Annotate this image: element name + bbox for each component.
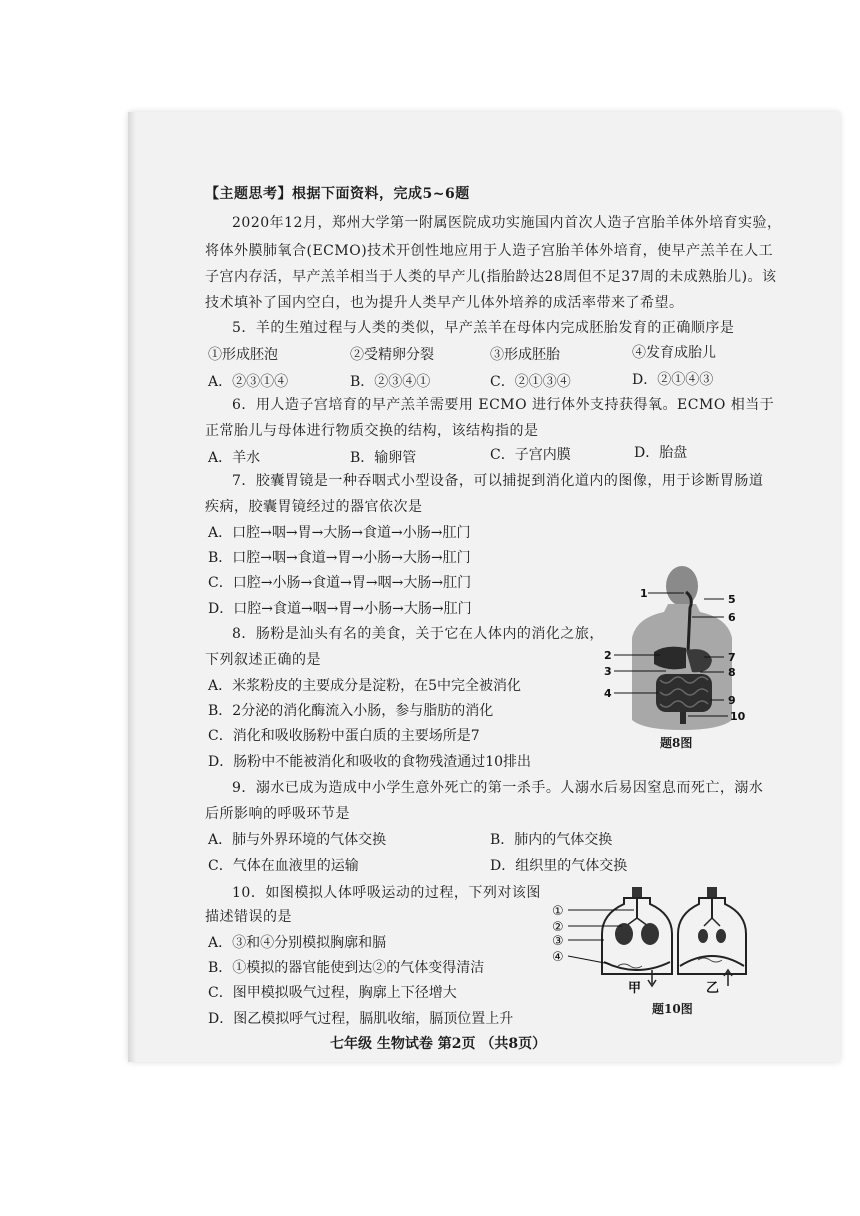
breathing-model-figure — [548, 884, 748, 994]
question-6-stem: 6．用人造子宫培育的早产羔羊需要用 ECMO 进行体外支持获得氧。ECMO 相当于 — [232, 397, 775, 413]
q8-option-c[interactable]: C．消化和吸收肠粉中蛋白质的主要场所是7 — [208, 728, 480, 744]
intro-line: 技术填补了国内空白，也为提升人类早产儿体外培养的成活率带来了希望。 — [205, 295, 684, 311]
figure-label-4: 4 — [604, 687, 612, 700]
q9-option-a[interactable]: A．肺与外界环境的气体交换 — [208, 832, 387, 848]
q5-item: ④发育成胎儿 — [632, 345, 716, 361]
q7-option-c[interactable]: C．口腔→小肠→食道→胃→咽→大肠→肛门 — [208, 575, 472, 591]
q10-option-a[interactable]: A．③和④分别模拟胸廓和膈 — [208, 935, 387, 951]
q5-item: ③形成胚胎 — [490, 347, 560, 363]
page-footer: 七年级 生物试卷 第2页 （共8页） — [330, 1036, 547, 1052]
q6-option-d[interactable]: D．胎盘 — [634, 445, 688, 461]
question-5-stem: 5．羊的生殖过程与人类的类似，早产羔羊在母体内完成胚胎发育的正确顺序是 — [232, 320, 735, 336]
q5-option-a[interactable]: A．②③①④ — [208, 374, 289, 390]
q9-option-d[interactable]: D．组织里的气体交换 — [490, 858, 628, 874]
figure-label-2: 2 — [604, 649, 612, 662]
q5-option-b[interactable]: B．②③④① — [350, 374, 431, 390]
figure-label-6: 6 — [728, 611, 736, 624]
figure-8-caption: 题8图 — [660, 736, 693, 750]
q9-option-b[interactable]: B．肺内的气体交换 — [490, 832, 613, 848]
q8-option-b[interactable]: B．2分泌的消化酶流入小肠，参与脂肪的消化 — [208, 703, 494, 719]
q6-option-b[interactable]: B．输卵管 — [350, 450, 417, 466]
q6-option-c[interactable]: C．子宫内膜 — [490, 447, 571, 463]
question-8-stem: 下列叙述正确的是 — [205, 652, 321, 668]
q5-option-d[interactable]: D．②①④③ — [632, 372, 714, 388]
figure-label-9: 9 — [728, 694, 736, 707]
q5-option-c[interactable]: C．②①③④ — [490, 374, 571, 390]
question-10-stem: 10．如图模拟人体呼吸运动的过程，下列对该图 — [232, 885, 541, 901]
question-10-stem: 描述错误的是 — [205, 909, 292, 925]
question-9-stem: 9．溺水已成为造成中小学生意外死亡的第一杀手。人溺水后易因窒息而死亡，溺水 — [232, 780, 764, 796]
model-label-4: ④ — [552, 950, 564, 965]
question-9-stem: 后所影响的呼吸环节是 — [205, 806, 350, 822]
figure-label-10: 10 — [730, 710, 746, 723]
model-label-3: ③ — [552, 934, 564, 949]
q7-option-b[interactable]: B．口腔→咽→食道→胃→小肠→大肠→肛门 — [208, 550, 471, 566]
q10-option-c[interactable]: C．图甲模拟吸气过程，胸廓上下径增大 — [208, 985, 457, 1001]
q5-item: ①形成胚泡 — [208, 347, 278, 363]
question-8-stem: 8．肠粉是汕头有名的美食，关于它在人体内的消化之旅， — [232, 626, 604, 642]
panel-label-yi: 乙 — [706, 981, 720, 994]
q6-option-a[interactable]: A．羊水 — [208, 450, 261, 466]
figure-label-8: 8 — [728, 666, 736, 679]
section-heading: 【主题思考】根据下面资料，完成5~6题 — [205, 186, 470, 202]
q9-option-c[interactable]: C．气体在血液里的运输 — [208, 858, 359, 874]
digestive-system-figure — [600, 560, 760, 750]
bell-jar-yi — [678, 887, 746, 986]
figure-label-3: 3 — [604, 665, 612, 678]
intro-line: 2020年12月，郑州大学第一附属医院成功实施国内首次人造子宫胎羊体外培育实验， — [232, 215, 782, 231]
q10-option-b[interactable]: B．①模拟的器官能使到达②的气体变得清洁 — [208, 960, 485, 976]
q10-option-d[interactable]: D．图乙模拟呼气过程，膈肌收缩，膈顶位置上升 — [208, 1011, 514, 1027]
liver-shape — [654, 647, 686, 670]
question-7-stem: 7．胶囊胃镜是一种吞咽式小型设备，可以捕捉到消化道内的图像，用于诊断胃肠道 — [232, 473, 764, 489]
figure-label-1: 1 — [640, 587, 648, 600]
figure-10-caption: 题10图 — [652, 1002, 693, 1016]
bell-jar-jia — [602, 887, 672, 986]
intro-line: 子宫内存活，早产羔羊相当于人类的早产儿(指胎龄达28周但不足37周的未成熟胎儿)。该 — [205, 269, 777, 285]
figure-label-7: 7 — [728, 651, 736, 664]
q5-item: ②受精卵分裂 — [350, 347, 434, 363]
anus-shape — [680, 712, 686, 724]
question-6-stem: 正常胎儿与母体进行物质交换的结构，该结构指的是 — [205, 423, 539, 439]
figure-label-5: 5 — [728, 593, 736, 606]
question-7-stem: 疾病，胶囊胃镜经过的器官依次是 — [205, 499, 423, 515]
q8-option-a[interactable]: A．米浆粉皮的主要成分是淀粉，在5中完全被消化 — [208, 678, 522, 694]
q8-option-d[interactable]: D．肠粉中不能被消化和吸收的食物残渣通过10排出 — [208, 754, 532, 770]
q7-option-d[interactable]: D．口腔→食道→咽→胃→小肠→大肠→肛门 — [208, 601, 472, 617]
intro-line: 将体外膜肺氧合(ECMO)技术开创性地应用于人造子宫胎羊体外培育，使早产羔羊在人工 — [205, 243, 774, 259]
figure-head — [666, 566, 698, 606]
model-label-1: ① — [552, 904, 564, 919]
model-label-2: ② — [552, 920, 564, 935]
panel-label-jia: 甲 — [628, 981, 642, 994]
q7-option-a[interactable]: A．口腔→咽→胃→大肠→食道→小肠→肛门 — [208, 525, 471, 541]
